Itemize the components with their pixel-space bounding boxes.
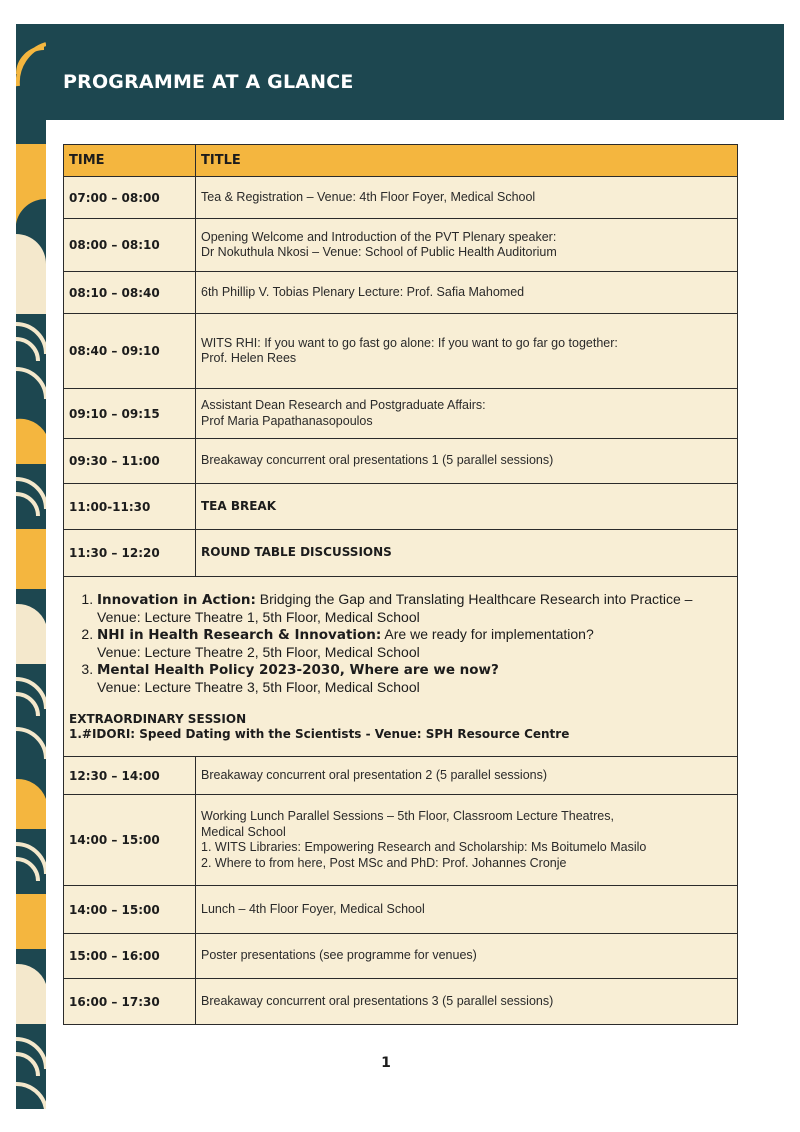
session-time: 14:00 – 15:00	[64, 795, 196, 886]
table-row	[64, 219, 738, 272]
discussion-venue: Venue: Lecture Theatre 1, 5th Floor, Medical School	[97, 609, 420, 625]
session-title	[196, 177, 738, 219]
round-table-details	[64, 577, 738, 757]
session-title	[196, 757, 738, 795]
session-title-line: TEA BREAK	[201, 498, 277, 513]
session-title	[196, 389, 738, 439]
arch-pattern-icon	[16, 24, 46, 1109]
session-title-line: Tea & Registration – Venue: 4th Floor Foyer, Medical School	[201, 189, 536, 204]
programme-table	[63, 144, 738, 1025]
session-title-line: Breakaway concurrent oral presentation 2 (5 parallel sessions)	[201, 767, 548, 782]
session-title	[196, 530, 738, 577]
session-title-line: WITS RHI: If you want to go fast go alone: If you want to go far go together:	[201, 335, 618, 350]
table-row	[64, 389, 738, 439]
page-number: 1	[381, 1055, 391, 1071]
session-title	[196, 219, 738, 272]
discussion-item	[97, 591, 737, 626]
table-row	[64, 314, 738, 389]
table-row	[64, 530, 738, 577]
session-title	[196, 979, 738, 1025]
session-title	[196, 439, 738, 484]
session-time: 09:30 – 11:00	[64, 439, 196, 484]
session-time: 16:00 – 17:30	[64, 979, 196, 1025]
session-title	[196, 886, 738, 934]
column-header-title: TITLE	[196, 145, 738, 177]
session-time: 14:00 – 15:00	[64, 886, 196, 934]
extraordinary-session-heading: EXTRAORDINARY SESSION	[69, 712, 247, 726]
session-title-line: Dr Nokuthula Nkosi – Venue: School of Public Health Auditorium	[201, 245, 557, 259]
session-time: 08:00 – 08:10	[64, 219, 196, 272]
session-title	[196, 484, 738, 530]
discussion-subtitle: Bridging the Gap and Translating Healthcare Research into Practice –	[255, 591, 693, 607]
round-table-details-row	[64, 577, 738, 757]
session-title-line: Breakaway concurrent oral presentations 1 (5 parallel sessions)	[201, 453, 554, 468]
discussion-venue: Venue: Lecture Theatre 3, 5th Floor, Medical School	[97, 679, 420, 695]
discussion-subtitle: Are we ready for implementation?	[381, 626, 594, 642]
session-time: 15:00 – 16:00	[64, 934, 196, 979]
session-title-line: 2. Where to from here, Post MSc and PhD: Prof. Johannes Cronje	[201, 855, 567, 870]
session-title-line: Prof. Helen Rees	[201, 351, 297, 365]
table-header-row	[64, 145, 738, 177]
table-row	[64, 484, 738, 530]
session-time: 08:10 – 08:40	[64, 272, 196, 314]
discussion-title: Mental Health Policy 2023-2030, Where are we now?	[97, 662, 499, 678]
table-row	[64, 439, 738, 484]
table-row	[64, 934, 738, 979]
session-title-line: Poster presentations (see programme for venues)	[201, 948, 477, 963]
session-title-line: Prof Maria Papathanasopoulos	[201, 413, 373, 428]
session-title	[196, 314, 738, 389]
session-title-line: 6th Phillip V. Tobias Plenary Lecture: Prof. Safia Mahomed	[201, 284, 525, 299]
session-title-line: Breakaway concurrent oral presentations 3 (5 parallel sessions)	[201, 993, 554, 1008]
discussion-venue: Venue: Lecture Theatre 2, 5th Floor, Medical School	[97, 644, 420, 660]
discussion-item	[97, 661, 737, 696]
session-title-line: Assistant Dean Research and Postgraduate Affairs:	[201, 398, 486, 412]
session-title-line: Medical School	[201, 824, 286, 839]
table-row	[64, 795, 738, 886]
discussion-list	[69, 591, 737, 696]
discussion-title: Innovation in Action:	[97, 592, 256, 608]
table-row	[64, 757, 738, 795]
session-title	[196, 795, 738, 886]
decorative-side-band	[16, 24, 46, 1109]
table-row	[64, 979, 738, 1025]
table-row	[64, 886, 738, 934]
discussion-title: NHI in Health Research & Innovation:	[97, 627, 382, 643]
session-title	[196, 934, 738, 979]
session-title-line: 1. WITS Libraries: Empowering Research and Scholarship: Ms Boitumelo Masilo	[201, 840, 647, 854]
table-row	[64, 272, 738, 314]
session-title-line: Working Lunch Parallel Sessions – 5th Floor, Classroom Lecture Theatres,	[201, 809, 614, 823]
session-time: 12:30 – 14:00	[64, 757, 196, 795]
page-title: PROGRAMME AT A GLANCE	[63, 71, 354, 93]
page-header	[46, 24, 784, 120]
session-title-line: ROUND TABLE DISCUSSIONS	[201, 545, 392, 560]
session-time: 09:10 – 09:15	[64, 389, 196, 439]
session-time: 08:40 – 09:10	[64, 314, 196, 389]
session-title	[196, 272, 738, 314]
table-row	[64, 177, 738, 219]
extraordinary-session-item: 1.#IDORI: Speed Dating with the Scientists - Venue: SPH Resource Centre	[69, 727, 570, 741]
discussion-item	[97, 626, 737, 661]
session-time: 11:00-11:30	[64, 484, 196, 530]
column-header-time: TIME	[64, 145, 196, 177]
session-time: 11:30 – 12:20	[64, 530, 196, 577]
session-time: 07:00 – 08:00	[64, 177, 196, 219]
session-title-line: Opening Welcome and Introduction of the PVT Plenary speaker:	[201, 229, 557, 244]
session-title-line: Lunch – 4th Floor Foyer, Medical School	[201, 901, 425, 916]
